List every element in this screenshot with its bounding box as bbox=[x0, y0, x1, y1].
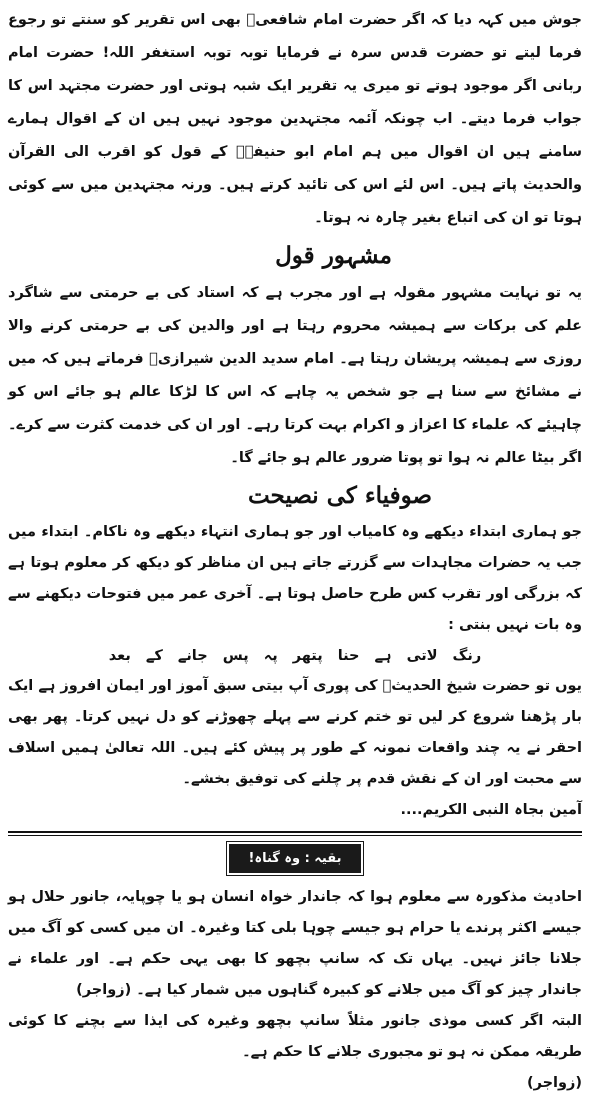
continuation-paragraph-2: البتہ اگر کسی موذی جانور مثلاً سانپ بچھو وغیرہ کی ایذا سے بچنے کا کوئی طریقہ ممکن نہ ہو تو مجبوری جلانے کا حکم ہے۔ bbox=[8, 1013, 582, 1060]
continuation-paragraph-1: احادیث مذکورہ سے معلوم ہوا کہ جاندار خواہ انسان ہو یا چوپایہ، جانور حلال ہو جیسے اکثر پرندے یا حرام ہو جیسے چوہا بلی کتا وغیرہ۔ ان میں کسی کو آگ میں جلانا جائز نہیں۔ یہاں تک کہ سانپ بچھو کا بھی یہی حکم ہے۔ اور علماء نے جاندار چیز کو آگ میں جلانے کو کبیرہ گناہوں میں شمار کیا ہے۔ (زواجر) bbox=[8, 889, 582, 998]
section-divider bbox=[8, 831, 582, 836]
autobiography-paragraph: یوں تو حضرت شیخ الحدیثؒ کی پوری آپ بیتی سبق آموز اور ایمان افروز ہے ایک بار پڑھنا شروع کر لیں تو ختم کرنے سے پہلے چھوڑنے کو دل نہیں کرتا۔ پھر بھی احقر نے یہ چند واقعات نمونہ کے طور پر پیش کئے ہیں۔ اللہ تعالیٰ ہمیں اسلاف سے محبت اور ان کے نقش قدم پر چلنے کی توفیق بخشے۔ bbox=[8, 678, 582, 787]
famous-saying-paragraph: یہ تو نہایت مشہور مقولہ ہے اور مجرب ہے کہ استاد کی بے حرمتی سے شاگرد علم کی برکات سے ہمیشہ محروم رہتا ہے اور والدین کی بے حرمتی کرنے والا روزی سے ہمیشہ پریشان رہتا ہے۔ امام سدید الدین شیرازیؒ فرماتے ہیں کہ میں نے مشائخ سے سنا ہے جو شخص یہ چاہے کہ اس کا لڑکا عالم ہو جائے اس کو چاہیئے کہ علماء کا اعزاز و اکرام بہت کرتا رہے۔ اور ان کی خدمت کثرت سے کرے۔ اگر بیٹا عالم نہ ہوا تو پوتا ضرور عالم ہو جائے گا۔ bbox=[8, 285, 582, 466]
sufi-advice-paragraph: جو ہماری ابتداء دیکھے وہ کامیاب اور جو ہماری انتہاء دیکھے وہ ناکام۔ ابتداء میں جب یہ حضرات مجاہدات سے گزرتے جاتے ہیں ان مناظر کو دیکھ کر معلوم ہوتا ہے کہ بزرگی اور تقرب کس طرح حاصل ہوتا ہے۔ آخری عمر میں فتوحات دیکھنے سے وہ بات نہیں بنتی : bbox=[8, 524, 582, 633]
opening-paragraph: جوش میں کہہ دیا کہ اگر حضرت امام شافعیؒ بھی اس تقریر کو سنتے تو رجوع فرما لیتے تو حضرت قدس سرہ نے فرمایا توبہ توبہ استغفر اللہ! حضرت امام ربانی اگر موجود ہوتے تو میری یہ تقریر ایک شبہ ہوتی اور حضرت مجتہد اس کا جواب فرما دیتے۔ اب چونکہ آئمہ مجتہدین موجود نہیں ہیں ان کے اقوال ہمارے سامنے ہیں ان اقوال میں ہم امام ابو حنیفہؒ کے قول کو اقرب الی القرآن والحدیث پاتے ہیں۔ اس لئے اس کی تائید کرتے ہیں۔ ورنہ مجتہدین میں سے کوئی ہوتا تو ان کی اتباع بغیر چارہ نہ ہوتا۔ bbox=[8, 12, 582, 226]
document-page bbox=[8, 4, 582, 1091]
closing-prayer: آمین بجاہ النبی الکریم.... bbox=[400, 802, 582, 818]
continuation-badge: بقیہ : وہ گناہ! bbox=[229, 844, 362, 873]
section-heading-famous-saying: مشہور قول bbox=[275, 242, 392, 269]
poetry-verse: رنگ لاتی ہے حنا پتھر پہ پس جانے کے بعد bbox=[108, 648, 482, 664]
section-heading-sufi-advice: صوفیاء کی نصیحت bbox=[247, 482, 432, 509]
continuation-badge-wrap bbox=[8, 844, 582, 876]
source-citation: (زواجر) bbox=[526, 1075, 582, 1091]
